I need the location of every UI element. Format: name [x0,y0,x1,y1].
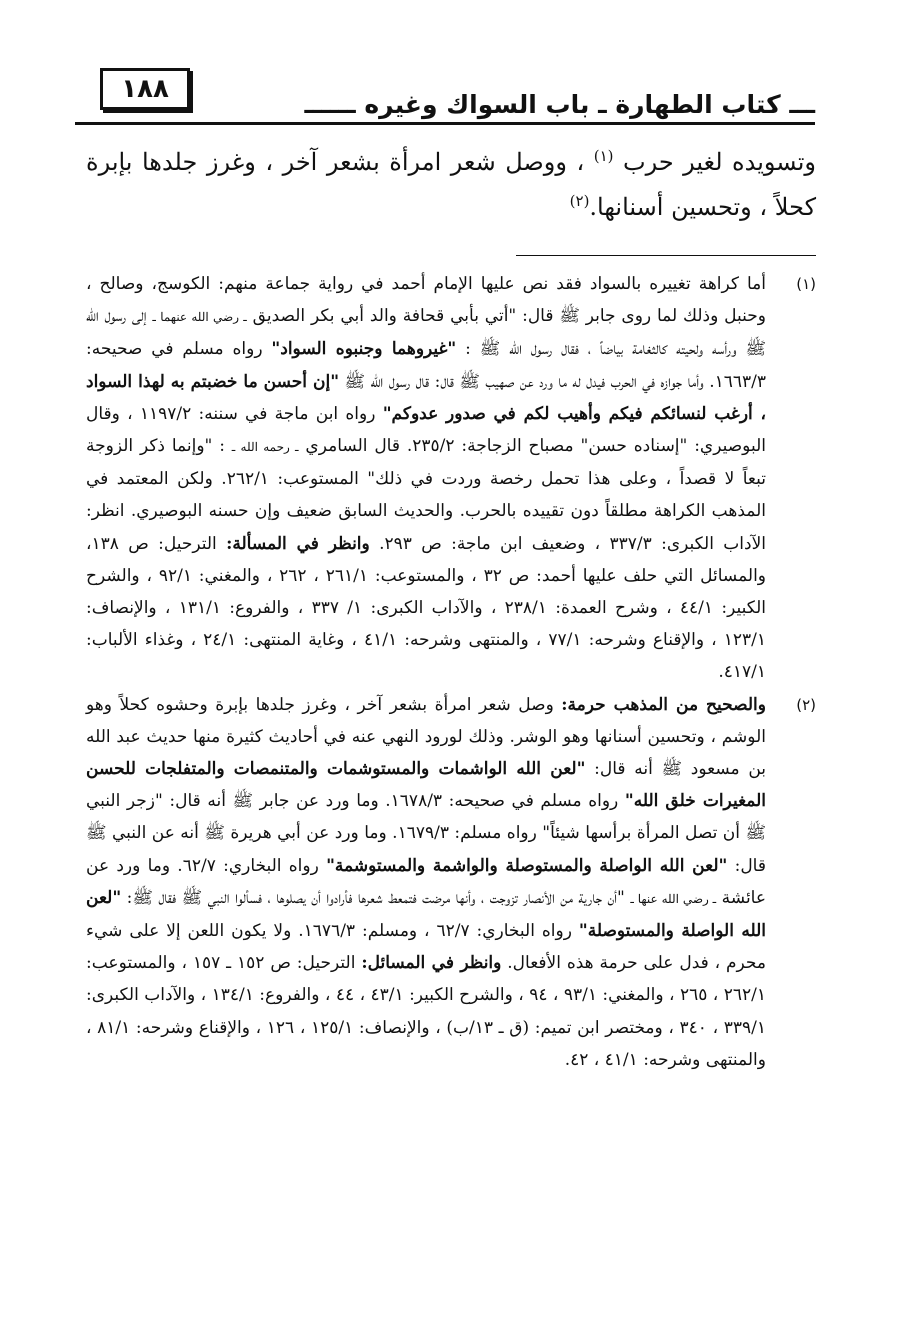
see-also-label: وانظر في المسائل: [361,953,502,974]
footnote-segment: : "وإنما ذكر الزوجة تبعاً لا قصداً ، وعلى هذا تحمل رخصة وردت في ذلك" المستوعب: ٢٦٢/١. ولكن المعتمد في المذهب الكراهة مطلقاً دون تقييده بالحرب. والحديث السابق ضعيف وإن حسنه البوصيري. انظر: الآداب الكبرى: ٣٣٧/٣ ، وضعيف ابن ماجة: ص ٢٩٣. [86,436,766,554]
honorific: ـ رضي الله عنهما ـ [152,310,247,325]
see-also-label: وانظر في المسألة: [226,533,370,554]
header-rule [75,122,815,125]
honorific: ـ رحمه الله ـ [231,440,299,455]
main-text [86,140,816,230]
footnote-2 [86,689,816,1076]
hadith-quote: "لعن الله الواصلة والمستوصلة" [86,887,766,942]
hadith-quote: "لعن الله الواشمات والمستوشمات والمتنمصات والمتفلجات للحسن المغيرات خلق الله" [86,759,767,812]
hadith-quote: "إن أحسن ما خضبتم به لهذا السواد ، أرغب لنسائكم فيكم وأهيب لكم في صدور عدوكم" [86,371,766,424]
main-text-segment: ، ووصل شعر امرأة بشعر آخر ، وغرز جلدها بإبرة [86,148,585,176]
page-header [70,68,815,128]
footnote-segment: وصل شعر امرأة بشعر آخر ، وغرز جلدها بإبرة وحشوه كحلاً وهو الوشم ، وتحسين أسنانها وهو الوشر. وذلك لورود النهي عنه في أحاديث كثيرة منها حديث عبد الله بن مسعود ﷺ أنه قال: [86,694,766,780]
hadith-quote: "لعن الله الواصلة والمستوصلة والواشمة والمستوشمة" [326,855,728,876]
footnote-segment: رواه ابن ماجة في سننه: ١١٩٧/٢ ، وقال البوصيري: "إسناده حسن" مصباح الزجاجة: ٢٣٥/٢. قال السامري [86,403,766,457]
footnote-ref-2[interactable]: (٢) [569,192,590,210]
footnote-ref-1[interactable]: (١) [593,147,614,165]
footnote-segment: "أن جارية من الأنصار تزوجت ، وأنها مرضت فتمعط شعرها فأرادوا أن يصلوها ، فسألوا النبي ﷺ فقال ﷺ: [121,887,631,908]
footnote-segment: رواه مسلم في صحيحه: ١٦٧٨/٣. وما ورد عن جابر ﷺ أنه قال: "زجر النبي ﷺ أن تصل المرأة برأسها شيئاً" رواه مسلم: ١٦٧٩/٣. وما ورد عن أبي هريرة ﷺ أنه عن النبي ﷺ قال: [86,791,766,876]
main-paragraph [86,140,816,230]
honorific: ـ رضي الله عنها ـ [630,891,717,906]
footnote-segment: رواه مسلم في صحيحه: ١٦٦٣/٣. وأما جوازه في الحرب فيدل له ما ورد عن صهيب ﷺ قال: قال رسول الله ﷺ [86,339,766,392]
main-text-segment: وتسويده لغير حرب [613,148,816,176]
footnote-segment: أما كراهة تغييره بالسواد فقد نص عليها الإمام أحمد في رواية جماعة منهم: الكوسج، وصالح ، وحنبل وذلك لما روى جابر ﷺ قال: "أتي بأبي قحافة والد أبي بكر الصديق [86,274,767,327]
footnote-divider [516,255,816,256]
footnotes [86,268,816,1076]
hadith-quote: "غيروهما وجنبوه السواد" [271,339,457,360]
running-title: ـــ كتاب الطهارة ـ باب السواك وغيره ــــــ [304,90,815,119]
footnote-segment: الترحيل: ص ١٣٨، والمسائل التي حلف عليها أحمد: ص ٣٢ ، والمستوعب: ٢٦١/١ ، ٢٦٢ ، والمغني: ٩٢/١ ، والشرح الكبير: ٤٤/١ ، وشرح العمدة: ٢٣٨/١ ، والآداب الكبرى: ١/ ٣٣٧ ، والفروع: ١٣١/١ ، والإنصاف: ١٢٣/١ ، والإقناع وشرحه: ٧٧/١ ، والمنتهى وشرحه: ٤١/١ ، وغاية المنتهى: ٢٤/١ ، وغذاء الألباب: ٤١٧/١. [86,533,767,683]
footnote-number: (١) [796,275,816,293]
footnote-1 [86,268,816,689]
ruling-label: والصحيح من المذهب حرمة: [561,694,766,715]
page-number: ١٨٨ [100,68,190,110]
footnote-segment: الترحيل: ص ١٥٢ ـ ١٥٧ ، والمستوعب: ٢٦٢/١ ، ٢٦٥ ، والمغني: ٩٣/١ ، ٩٤ ، والشرح الكبير: ٤٣/١ ، ٤٤ ، والفروع: ١٣٤/١ ، والآداب الكبرى: ٣٣٩/١ ، ٣٤٠ ، ومختصر ابن تميم: (ق ـ ١٣/ب) ، والإنصاف: ١٢٥/١ ، ١٢٦ ، والإقناع وشرحه: ٨١/١ ، والمنتهى وشرحه: ٤١/١ ، ٤٢. [86,953,767,1070]
footnote-text [86,268,766,689]
footnote-number: (٢) [796,695,816,714]
footnote-text [86,689,766,1076]
footnote-segment: رواه البخاري: ٦٢/٧. وما ورد عن عائشة [86,855,766,908]
footnote-segment: إلى رسول الله ﷺ ورأسه ولحيته كالثغامة بياضاً ، فقال رسول الله ﷺ : [86,306,766,360]
main-text-segment: كحلاً ، وتحسين أسنانها. [589,193,816,221]
footnote-segment: رواه البخاري: ٦٢/٧ ، ومسلم: ١٦٧٦/٣. ولا يكون اللعن إلا على شيء محرم ، فدل على حرمة هذه الأفعال. [86,921,766,974]
